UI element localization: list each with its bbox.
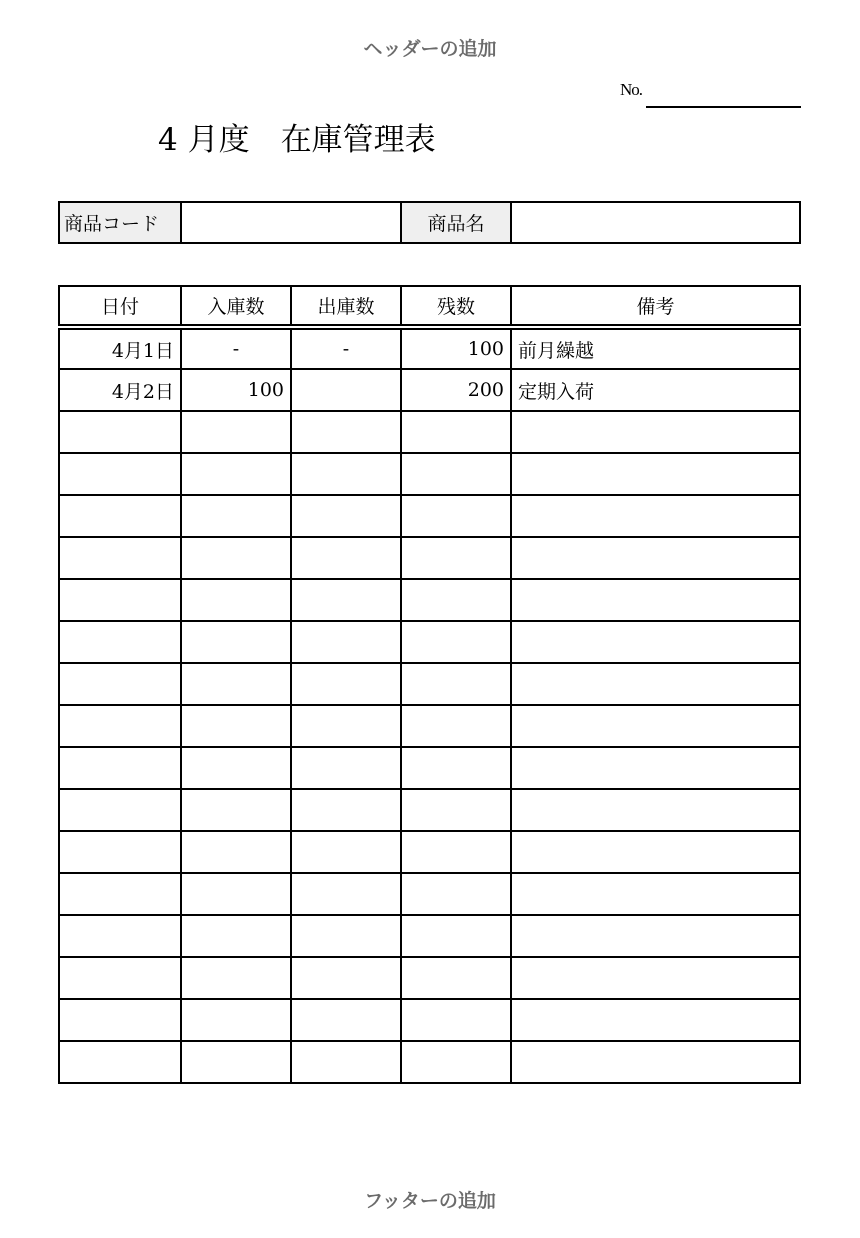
date-cell[interactable] [59,705,181,747]
notes-cell[interactable] [511,957,800,999]
date-cell[interactable] [59,663,181,705]
remaining-cell[interactable] [401,873,511,915]
table-row [59,369,800,411]
date-cell[interactable] [59,579,181,621]
shipped-cell[interactable] [291,537,401,579]
footer-placeholder[interactable]: フッターの追加 [364,1190,496,1212]
shipped-cell[interactable] [291,411,401,453]
remaining-cell[interactable] [401,915,511,957]
column-header-notes: 備考 [511,286,800,327]
table-row [59,747,800,789]
remaining-cell[interactable] [401,411,511,453]
shipped-cell[interactable] [291,705,401,747]
received-cell[interactable] [181,411,291,453]
document-number-label: No. [620,80,643,99]
remaining-cell[interactable] [401,453,511,495]
shipped-cell[interactable] [291,579,401,621]
shipped-cell[interactable] [291,957,401,999]
notes-cell[interactable]: 定期入荷 [511,369,800,411]
table-row [59,1041,800,1083]
column-header-remaining: 残数 [401,286,511,327]
shipped-cell[interactable] [291,1041,401,1083]
notes-cell[interactable] [511,537,800,579]
received-cell[interactable] [181,705,291,747]
remaining-cell[interactable] [401,999,511,1041]
product-name-field[interactable] [512,203,799,242]
received-cell[interactable] [181,495,291,537]
remaining-cell[interactable]: 200 [401,369,511,411]
shipped-cell[interactable] [291,873,401,915]
table-row [59,453,800,495]
notes-cell[interactable] [511,873,800,915]
received-cell[interactable]: - [181,327,291,369]
date-cell[interactable] [59,453,181,495]
table-row [59,579,800,621]
column-header-shipped: 出庫数 [291,286,401,327]
received-cell[interactable] [181,1041,291,1083]
remaining-cell[interactable]: 100 [401,327,511,369]
product-info-table [58,201,801,244]
date-cell[interactable] [59,915,181,957]
shipped-cell[interactable] [291,621,401,663]
received-cell[interactable] [181,579,291,621]
received-cell[interactable] [181,453,291,495]
shipped-cell[interactable] [291,369,401,411]
table-row [59,495,800,537]
shipped-cell[interactable] [291,999,401,1041]
table-row [59,411,800,453]
date-cell[interactable] [59,999,181,1041]
received-cell[interactable] [181,957,291,999]
shipped-cell[interactable] [291,495,401,537]
date-cell[interactable] [59,747,181,789]
received-cell[interactable] [181,999,291,1041]
product-name-label: 商品名 [402,203,512,242]
date-cell[interactable] [59,873,181,915]
notes-cell[interactable] [511,411,800,453]
notes-cell[interactable] [511,621,800,663]
received-cell[interactable]: 100 [181,369,291,411]
notes-cell[interactable] [511,1041,800,1083]
date-cell[interactable] [59,831,181,873]
received-cell[interactable] [181,747,291,789]
notes-cell[interactable]: 前月繰越 [511,327,800,369]
received-cell[interactable] [181,789,291,831]
shipped-cell[interactable] [291,789,401,831]
date-cell[interactable]: 4月2日 [59,369,181,411]
date-cell[interactable] [59,621,181,663]
shipped-cell[interactable] [291,663,401,705]
remaining-cell[interactable] [401,663,511,705]
table-row [59,663,800,705]
received-cell[interactable] [181,663,291,705]
remaining-cell[interactable] [401,747,511,789]
shipped-cell[interactable] [291,915,401,957]
shipped-cell[interactable] [291,453,401,495]
notes-cell[interactable] [511,579,800,621]
notes-cell[interactable] [511,831,800,873]
date-cell[interactable] [59,789,181,831]
notes-cell[interactable] [511,705,800,747]
date-cell[interactable]: 4月1日 [59,327,181,369]
notes-cell[interactable] [511,453,800,495]
notes-cell[interactable] [511,789,800,831]
table-row [59,831,800,873]
notes-cell[interactable] [511,999,800,1041]
column-header-received: 入庫数 [181,286,291,327]
date-cell[interactable] [59,495,181,537]
received-cell[interactable] [181,915,291,957]
inventory-table [58,285,801,1084]
table-row [59,327,800,369]
shipped-cell[interactable]: - [291,327,401,369]
table-row [59,915,800,957]
date-cell[interactable] [59,957,181,999]
table-row [59,705,800,747]
received-cell[interactable] [181,831,291,873]
remaining-cell[interactable] [401,1041,511,1083]
shipped-cell[interactable] [291,831,401,873]
remaining-cell[interactable] [401,789,511,831]
received-cell[interactable] [181,621,291,663]
table-row [59,537,800,579]
shipped-cell[interactable] [291,747,401,789]
table-header-row [59,286,800,327]
header-placeholder[interactable]: ヘッダーの追加 [363,38,497,60]
received-cell[interactable] [181,537,291,579]
date-cell[interactable] [59,411,181,453]
remaining-cell[interactable] [401,705,511,747]
table-row [59,957,800,999]
date-cell[interactable] [59,1041,181,1083]
remaining-cell[interactable] [401,621,511,663]
table-row [59,789,800,831]
table-row [59,873,800,915]
table-row [59,621,800,663]
product-code-label: 商品コード [60,203,182,242]
remaining-cell[interactable] [401,831,511,873]
notes-cell[interactable] [511,663,800,705]
remaining-cell[interactable] [401,579,511,621]
remaining-cell[interactable] [401,957,511,999]
received-cell[interactable] [181,873,291,915]
date-cell[interactable] [59,537,181,579]
page-title: 4 月度 在庫管理表 [158,122,436,158]
column-header-date: 日付 [59,286,181,327]
remaining-cell[interactable] [401,537,511,579]
document-number-field[interactable] [646,106,801,108]
remaining-cell[interactable] [401,495,511,537]
notes-cell[interactable] [511,495,800,537]
table-row [59,999,800,1041]
notes-cell[interactable] [511,915,800,957]
product-code-field[interactable] [182,203,402,242]
notes-cell[interactable] [511,747,800,789]
